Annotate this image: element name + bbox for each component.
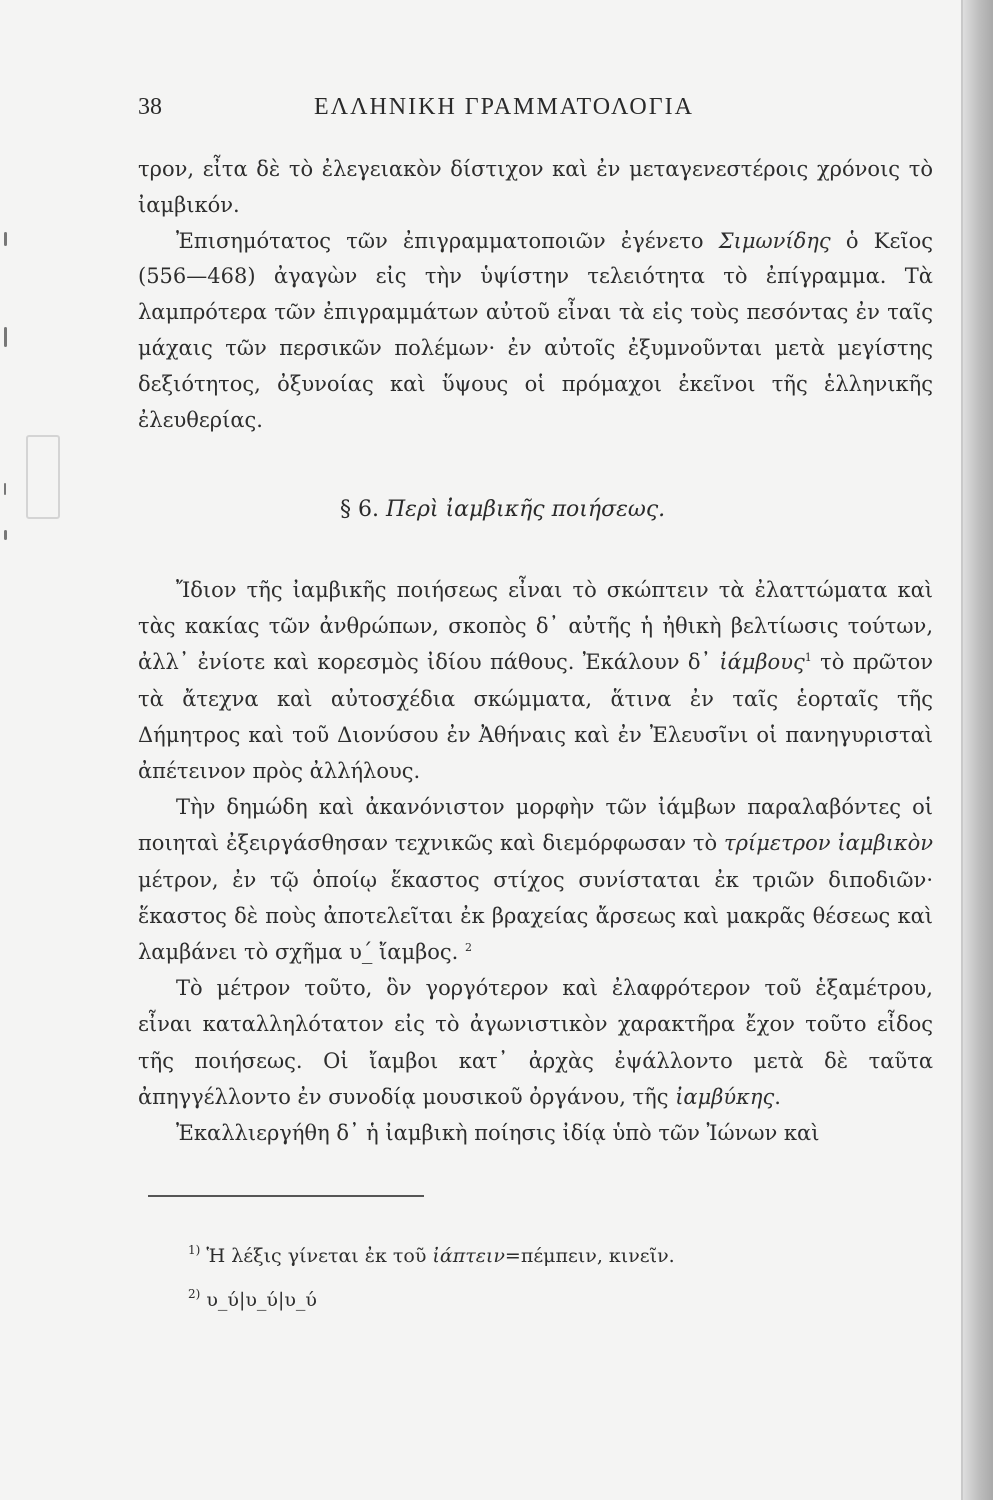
margin-mark [4, 232, 7, 246]
body-paragraph-2 [138, 789, 933, 970]
intro-paragraph-1: τρον, εἶτα δὲ τὸ ἐλεγειακὸν δίστιχον καὶ ἐν μεταγενεστέροις χρόνοις τὸ ἰαμβικόν. [138, 157, 933, 217]
body-text-part: Τὴν δημώδη καὶ ἀκανόνιστον μορφὴν τῶν ἰάμβων παραλαβόντες οἱ ποιηταὶ ἐξειργάσθησαν τεχνικῶς καὶ διεμόρφωσαν τὸ [138, 795, 933, 856]
footnote-2 [188, 1272, 908, 1316]
term-trimetron: τρίμετρον ἰαμβικὸν [724, 831, 934, 856]
body-text-part: . [774, 1084, 781, 1109]
footnote-text: υ_ύ|υ_ύ|υ_ύ [200, 1289, 317, 1311]
footnote-divider [148, 1195, 424, 1197]
body-paragraph-3 [138, 970, 933, 1115]
intro-text-part: Ἐπισημότατος τῶν ἐπιγραμματοποιῶν ἐγένετο [176, 228, 719, 253]
body-paragraph-1 [138, 572, 933, 789]
margin-mark [4, 327, 7, 347]
footnote-1 [188, 1228, 908, 1272]
intro-text [138, 152, 933, 438]
page-edge-shadow [963, 0, 993, 1500]
body-text-part: τὸ πρῶτον τὰ ἄτεχνα καὶ αὐτοσχέδια σκώμματα, ἅτινα ἐν ταῖς ἑορταῖς τῆς Δήμητρος καὶ τοῦ Διονύσου ἐν Ἀθήναις καὶ ἐν Ἐλευσῖνι οἱ πανηγυρισταὶ ἀπέτεινον πρὸς ἀλλήλους. [138, 650, 933, 784]
body-text-part: Τὸ μέτρον τοῦτο, ὃν γοργότερον καὶ ἐλαφρότερον τοῦ ἑξαμέτρου, εἶναι καταλληλότατον εἰς τὸ ἀγωνιστικὸν χαρακτῆρα ἔχον τοῦτο εἶδος τῆς ποιήσεως. Οἱ ἴαμβοι κατ᾿ ἀρχὰς ἐψάλλοντο μετὰ δὲ ταῦτα ἀπηγγέλλοντο ἐν συνοδίᾳ μουσικοῦ ὀργάνου, τῆς [138, 976, 933, 1109]
body-text-part: Ἴδιον τῆς ἰαμβικῆς ποιήσεως εἶναι τὸ σκώπτειν τὰ ἐλαττώματα καὶ τὰς κακίας τῶν ἀνθρώπων, σκοπὸς δ᾿ αὐτῆς ἡ ἠθικὴ βελτίωσις τούτων, ἀλλ᾿ ἐνίοτε καὶ κορεσμὸς ἰδίου πάθους. Ἐκάλουν δ᾿ [138, 578, 933, 675]
footnote-mark: 2) [188, 1287, 201, 1301]
body-text-part: μέτρον, ἐν τῷ ὁποίῳ ἕκαστος στίχος συνίσταται ἐκ τριῶν διποδιῶν· ἕκαστος δὲ ποὺς ἀποτελεῖται ἐκ βραχείας ἄρσεως καὶ μακρᾶς θέσεως καὶ λαμβάνει τὸ σχῆμα υ_́ ἴαμβος. [138, 867, 933, 965]
section-number: § 6. [340, 497, 379, 522]
term-iamvykis: ἰαμβύκης [675, 1084, 775, 1109]
page-header [138, 94, 938, 124]
page-edge-line [961, 0, 963, 1500]
footnote-text: Ἡ λέξις γίνεται ἐκ τοῦ [200, 1245, 433, 1267]
intro-text-part: ὁ Κεῖος (556—468) ἀγαγὼν εἰς τὴν ὑψίστην τελειότητα τὸ ἐπίγραμμα. Τὰ λαμπρότερα τῶν ἐπιγραμμάτων αὐτοῦ εἶναι τὰ εἰς τοὺς πεσόντας ἐν ταῖς μάχαις τῶν περσικῶν πολέμων· ἐν αὐτοῖς ἐξυμνοῦνται μετὰ μεγίστης δεξιότητος, ὀξυνοίας καὶ ὕψους οἱ πρόμαχοι ἐκεῖνοι τῆς ἑλληνικῆς ἐλευθερίας. [138, 228, 933, 432]
body-paragraph-4: Ἐκαλλιεργήθη δ᾿ ἡ ἰαμβικὴ ποίησις ἰδίᾳ ὑπὸ τῶν Ἰώνων καὶ [176, 1121, 820, 1146]
footnote-term: ἰάπτειν [432, 1245, 505, 1267]
footnote-mark: 1) [188, 1243, 201, 1257]
footnote-ref-2[interactable]: 2 [465, 941, 473, 955]
section-heading [340, 497, 665, 522]
term-iamvous: ἰάμβους [719, 650, 805, 675]
margin-mark [4, 530, 7, 540]
footnote-text: =πέμπειν, κινεῖν. [504, 1245, 675, 1267]
bleed-through-mark [26, 435, 60, 519]
margin-mark [4, 483, 6, 495]
footnote-ref-1[interactable]: 1 [804, 651, 812, 665]
poet-name: Σιμωνίδης [718, 228, 831, 253]
intro-paragraph-2 [138, 224, 933, 439]
page-number: 38 [138, 94, 162, 120]
running-title: ΕΛΛΗΝΙΚΗ ΓΡΑΜΜΑΤΟΛΟΓΙΑ [314, 94, 694, 120]
footnotes [188, 1228, 908, 1316]
section-body [138, 572, 933, 1151]
section-title: Περὶ ἰαμβικῆς ποιήσεως. [385, 497, 666, 522]
